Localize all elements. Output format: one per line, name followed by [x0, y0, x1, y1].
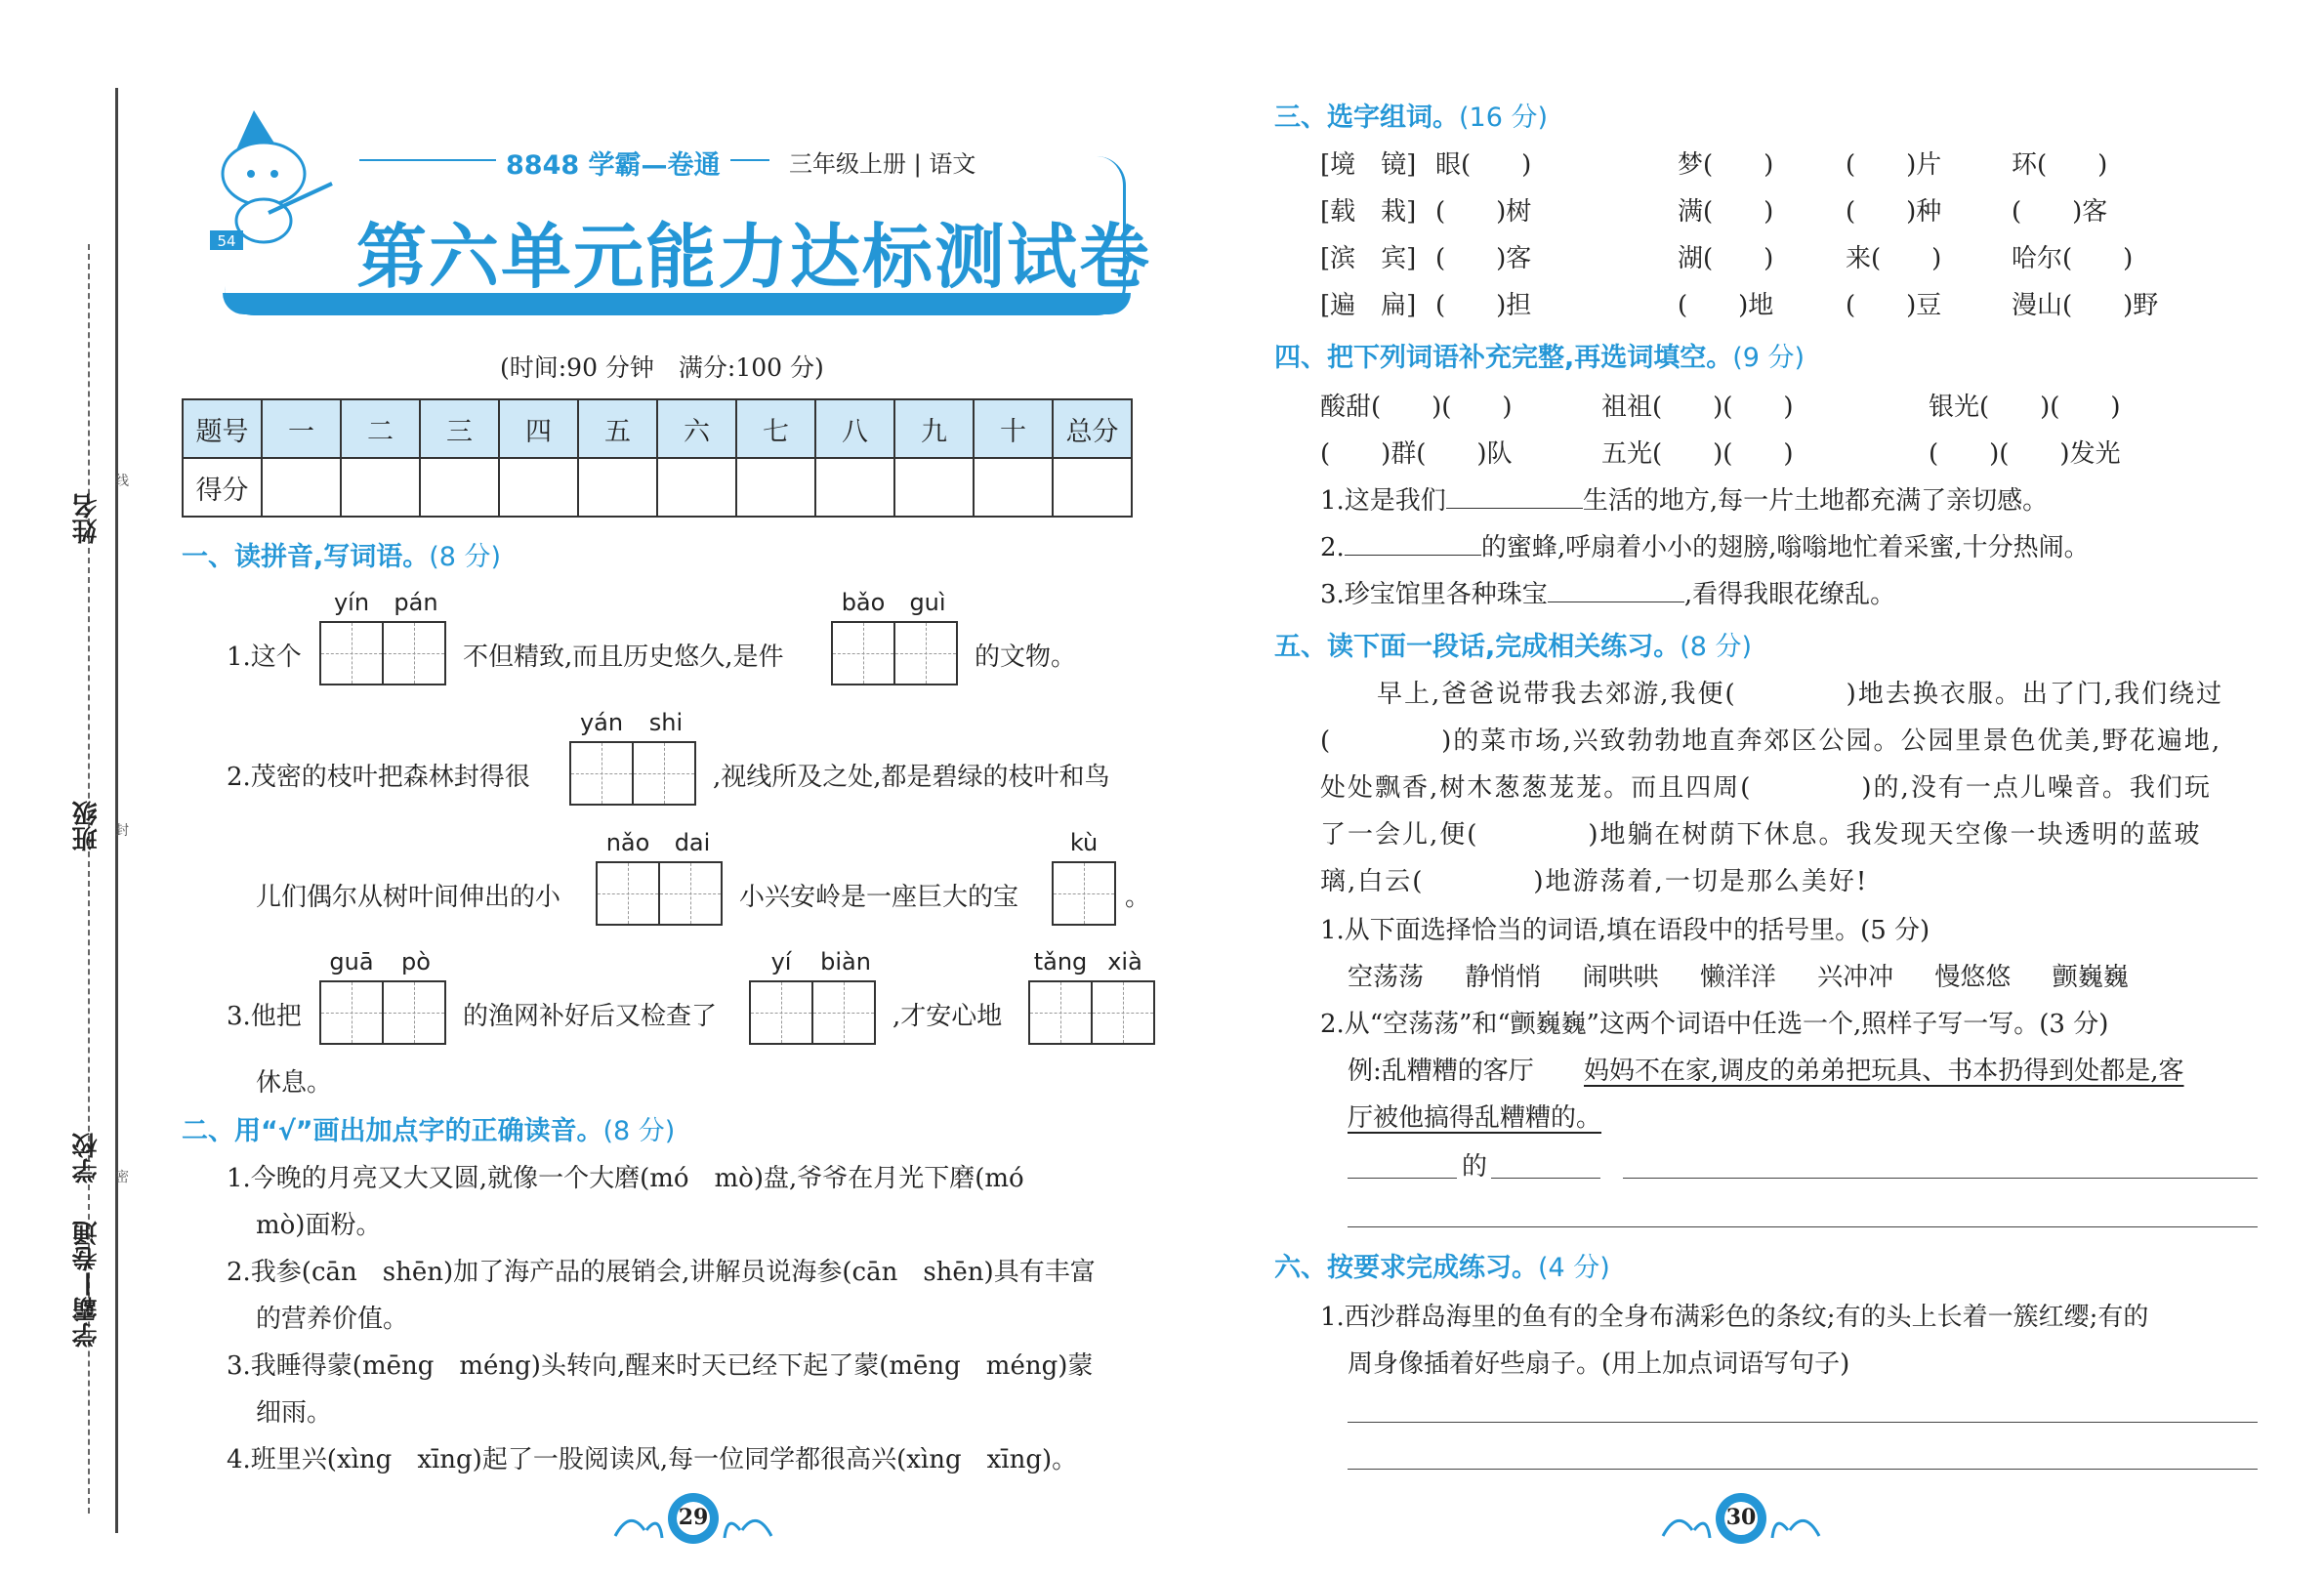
s3-word-blank[interactable]: 哈尔( ): [2012, 244, 2134, 273]
s4-word: ( )( )发光: [1929, 439, 2121, 469]
pinyin: yín: [333, 589, 370, 616]
seal-feng: 封: [115, 823, 129, 839]
s1-q3b: 休息。: [256, 1068, 333, 1098]
s5-example-text1: 妈妈不在家,调皮的弟弟把玩具、书本扔得到处都是,客: [1584, 1057, 2184, 1086]
score-header-cell: 九: [894, 399, 974, 458]
s5-option: 懒洋洋: [1699, 963, 1776, 992]
svg-text:54: 54: [217, 232, 236, 250]
s1-q2b-box2[interactable]: [1052, 861, 1114, 926]
score-cell[interactable]: [974, 458, 1053, 517]
pinyin: dai: [674, 829, 711, 856]
score-cell[interactable]: [341, 458, 420, 517]
pinyin: yí: [770, 948, 792, 975]
s2-line: 2.我参(cān shēn)加了海产品的展销会,讲解员说海参(cān shēn)具有丰富: [227, 1258, 1096, 1287]
pinyin: guā: [329, 948, 374, 975]
s1-q2b-mid: 小兴安岭是一座巨大的宝: [739, 883, 1019, 912]
s1-q2b-suffix: 。: [1125, 883, 1151, 912]
s4-sentence2: [1320, 527, 2090, 563]
binding-line-outer: [115, 88, 118, 1533]
s3-word-blank[interactable]: 满( ): [1678, 197, 1774, 227]
s3-char-pair: [滨 宾]: [1320, 244, 1417, 273]
score-table-score-row: [183, 458, 1132, 517]
s5-answer-line[interactable]: [1348, 1226, 2258, 1227]
s2-line: 细雨。: [256, 1398, 333, 1428]
pinyin: biàn: [820, 948, 871, 975]
s5-para-line: 了一会儿,便( )地躺在树荫下休息。我发现天空像一块透明的蓝玻: [1320, 820, 2202, 850]
score-header-cell: 五: [578, 399, 657, 458]
section5-title-text: 五、读下面一段话,完成相关练习。: [1274, 632, 1681, 662]
s3-word-blank[interactable]: ( )担: [1435, 291, 1532, 320]
section1-points: (8 分): [429, 542, 502, 572]
s5-para-line: 处处飘香,树木葱葱茏茏。而且四周( )的,没有一点儿噪音。我们玩: [1320, 773, 2212, 803]
pinyin: bǎo: [841, 589, 886, 616]
s2-line: mò)面粉。: [256, 1211, 382, 1240]
score-cell[interactable]: [262, 458, 341, 517]
s5-para-line: 早上,爸爸说带我去郊游,我便( )地去换衣服。出了门,我们绕过: [1377, 680, 2224, 709]
pinyin: pò: [401, 948, 431, 975]
s5-para-line: ( )的菜市场,兴致勃勃地直奔郊区公园。公园里景色优美,野花遍地,: [1320, 726, 2222, 756]
s5-options: [1348, 957, 2129, 993]
s1-q2-suffix: ,视线所及之处,都是碧绿的枝叶和鸟: [713, 763, 1110, 792]
score-cell[interactable]: [815, 458, 894, 517]
s1-q1-prefix: 1.这个: [227, 643, 302, 672]
s1-q3-box2[interactable]: [749, 980, 874, 1045]
s5-answer-line[interactable]: [1623, 1178, 2258, 1179]
header-grade: 三年级上册 | 语文: [789, 150, 976, 178]
pinyin: kù: [1069, 829, 1099, 856]
score-header-cell: 六: [657, 399, 736, 458]
seal-xian: 线: [115, 474, 129, 489]
s5-example-label: 例:乱糟糟的客厅: [1348, 1057, 1534, 1086]
s4-s1b: 生活的地方,每一片土地都充满了亲切感。: [1582, 486, 2049, 516]
s5-option: 兴冲冲: [1817, 963, 1894, 992]
right-page-number: [1653, 1489, 1829, 1548]
score-header-cell: 七: [736, 399, 815, 458]
s5-option: 静悄悄: [1465, 963, 1542, 992]
s1-q2b-box1[interactable]: [596, 861, 721, 926]
s2-line: 3.我睡得蒙(mēng méng)头转向,醒来时天已经下起了蒙(mēng méng)蒙: [227, 1351, 1094, 1381]
section2-title-text: 二、用“√”画出加点字的正确读音。: [182, 1116, 603, 1146]
s1-q3-mid2: ,才安心地: [892, 1002, 1003, 1031]
s4-word: 酸甜( )( ): [1320, 393, 1513, 422]
s4-word: 五光( )( ): [1601, 439, 1794, 469]
page-title: 第六单元能力达标测试卷: [356, 216, 1152, 298]
s1-q1-pinyin2: [831, 589, 960, 616]
score-header-cell: 题号: [183, 399, 262, 458]
score-header-cell: 总分: [1053, 399, 1132, 458]
section6-points: (4 分): [1538, 1253, 1610, 1283]
s2-line: 4.班里兴(xìng xīng)起了一股阅读风,每一位同学都很高兴(xìng xīng)。: [227, 1445, 1078, 1474]
s5-para-line: 璃,白云( )地游荡着,一切是那么美好!: [1320, 867, 1869, 896]
s2-line: 1.今晚的月亮又大又圆,就像一个大磨(mó mò)盘,爷爷在月光下磨(mó: [227, 1164, 1024, 1193]
s3-word-blank[interactable]: 眼( ): [1435, 150, 1532, 180]
s3-char-pair: [遍 扁]: [1320, 291, 1417, 320]
s1-q1-suffix: 的文物。: [975, 643, 1077, 672]
kitty-mascot-icon: [210, 105, 337, 252]
s4-s3b: ,看得我眼花缭乱。: [1683, 580, 1896, 609]
s4-blank2[interactable]: [1345, 531, 1481, 556]
s6-answer-line[interactable]: [1348, 1422, 2258, 1423]
s5-option: 闹哄哄: [1582, 963, 1659, 992]
s4-s2b: 的蜜蜂,呼扇着小小的翅膀,嗡嗡地忙着采蜜,十分热闹。: [1480, 533, 2090, 562]
s1-q2b-pinyin1: [596, 829, 725, 856]
s3-word-blank[interactable]: ( )客: [1435, 244, 1532, 273]
exam-info: (时间:90 分钟 满分:100 分): [500, 353, 824, 382]
s6-q1b: 周身像插着好些扇子。(用上加点词语写句子): [1348, 1349, 1850, 1379]
s3-word-blank[interactable]: ( )种: [1846, 197, 1942, 227]
s1-q1-box2[interactable]: [831, 621, 956, 685]
s1-q3-box1[interactable]: [319, 980, 444, 1045]
binding-brand: 学霸—卷通: [72, 1221, 102, 1348]
section6-title: [1274, 1246, 1610, 1284]
s5-answer-blank-a[interactable]: [1348, 1178, 1457, 1179]
pinyin: yán: [579, 709, 624, 736]
s4-s1a: 1.这是我们: [1320, 486, 1446, 516]
score-table-header-row: [183, 399, 1132, 458]
s4-word: 银光( )( ): [1929, 393, 2121, 422]
s3-word-blank[interactable]: 梦( ): [1678, 150, 1774, 180]
pinyin: xià: [1107, 948, 1142, 975]
right-page-number-text: 30: [1725, 1505, 1757, 1530]
left-page-number: [605, 1489, 781, 1548]
pinyin: shi: [648, 709, 684, 736]
section2-title: [182, 1109, 675, 1147]
score-cell[interactable]: [578, 458, 657, 517]
section3-title-text: 三、选字组词。: [1274, 103, 1459, 133]
s5-answer-de: 的: [1462, 1152, 1488, 1182]
section4-points: (9 分): [1732, 343, 1805, 373]
s4-s2a: 2.: [1320, 533, 1345, 562]
score-header-cell: 二: [341, 399, 420, 458]
header-series: 8848 学霸—卷通: [506, 150, 721, 181]
s4-sentence3: [1320, 574, 1895, 610]
score-cell[interactable]: [420, 458, 499, 517]
score-header-cell: 八: [815, 399, 894, 458]
score-row-label: 得分: [183, 458, 262, 517]
left-page-number-text: 29: [678, 1505, 709, 1530]
s1-q3-pinyin1: [319, 948, 448, 975]
s1-q3-pinyin3: [1028, 948, 1157, 975]
seal-mi: 密: [115, 1170, 129, 1185]
s3-word-blank[interactable]: ( )客: [2012, 197, 2108, 227]
s1-q1-box1[interactable]: [319, 621, 444, 685]
section5-title: [1274, 625, 1752, 663]
s1-q3-prefix: 3.他把: [227, 1002, 302, 1031]
s1-q2b-prefix: 儿们偶尔从树叶间伸出的小: [256, 883, 561, 912]
s3-word-blank[interactable]: ( )豆: [1846, 291, 1942, 320]
section4-title: [1274, 336, 1805, 374]
s3-word-blank[interactable]: 环( ): [2012, 150, 2108, 180]
s3-word-blank[interactable]: 来( ): [1846, 244, 1942, 273]
s5-option: 颤巍巍: [2052, 963, 2129, 992]
score-header-cell: 四: [499, 399, 578, 458]
s3-word-blank[interactable]: 漫山( )野: [2012, 291, 2159, 320]
section1-title-text: 一、读拼音,写词语。: [182, 542, 430, 572]
pinyin: nǎo: [605, 829, 650, 856]
pinyin: pán: [394, 589, 438, 616]
s1-q3-box3[interactable]: [1028, 980, 1153, 1045]
s3-word-blank[interactable]: ( )地: [1678, 291, 1774, 320]
s1-q2-prefix: 2.茂密的枝叶把森林封得很: [227, 763, 530, 792]
section3-points: (16 分): [1459, 103, 1549, 133]
s4-blank3[interactable]: [1548, 578, 1684, 602]
score-header-cell: 一: [262, 399, 341, 458]
s1-q2b-pinyin2: [1052, 829, 1116, 856]
s5-q2: 2.从“空荡荡”和“颤巍巍”这两个词语中任选一个,照样子写一写。(3 分): [1320, 1010, 2109, 1039]
binding-margin: [0, 0, 137, 1577]
s4-word: 祖祖( )( ): [1601, 393, 1794, 422]
s4-word: ( )群( )队: [1320, 439, 1513, 469]
s5-example-text2: 厅被他搞得乱糟糟的。: [1348, 1103, 1602, 1133]
section3-title: [1274, 96, 1548, 134]
score-cell[interactable]: [736, 458, 815, 517]
section6-title-text: 六、按要求完成练习。: [1274, 1253, 1538, 1283]
header-series-line: [359, 159, 496, 161]
section5-points: (8 分): [1680, 632, 1753, 662]
s1-q2-pinyin1: [569, 709, 698, 736]
s4-blank1[interactable]: [1446, 484, 1583, 509]
header-series-line-2: [730, 159, 769, 161]
s4-s3a: 3.珍宝馆里各种珠宝: [1320, 580, 1548, 609]
pinyin: tǎng: [1033, 948, 1088, 975]
s6-q1a: 1.西沙群岛海里的鱼有的全身布满彩色的条纹;有的头上长着一簇红缨;有的: [1320, 1303, 2149, 1332]
s3-word-blank[interactable]: ( )树: [1435, 197, 1532, 227]
s5-option: 空荡荡: [1348, 963, 1425, 992]
s6-answer-line[interactable]: [1348, 1469, 2258, 1470]
subject-label: 语文: [929, 150, 976, 178]
score-cell[interactable]: [657, 458, 736, 517]
s5-option: 慢悠悠: [1934, 963, 2012, 992]
s1-q2-box1[interactable]: [569, 741, 694, 806]
s3-char-pair: [境 镜]: [1320, 150, 1417, 180]
pinyin: guì: [909, 589, 946, 616]
score-header-cell: 十: [974, 399, 1053, 458]
section2-points: (8 分): [602, 1116, 676, 1146]
score-cell[interactable]: [499, 458, 578, 517]
s1-q3-mid: 的渔网补好后又检查了: [463, 1002, 718, 1031]
s2-line: 的营养价值。: [256, 1305, 409, 1334]
score-cell[interactable]: [1053, 458, 1132, 517]
name-label: 姓名: [72, 493, 102, 544]
section1-title: [182, 535, 501, 573]
section4-title-text: 四、把下列词语补充完整,再选词填空。: [1274, 343, 1733, 373]
school-label: 学校: [72, 1133, 102, 1183]
s3-char-pair: [载 栽]: [1320, 197, 1417, 227]
s5-answer-blank-b[interactable]: [1491, 1178, 1600, 1179]
s1-q3-pinyin2: [749, 948, 878, 975]
score-cell[interactable]: [894, 458, 974, 517]
score-table: [182, 398, 1133, 518]
class-label: 班级: [72, 801, 102, 851]
grade-label: 三年级上册: [789, 150, 906, 178]
s1-q1-pinyin1: [319, 589, 448, 616]
s1-q1-mid: 不但精致,而且历史悠久,是件: [463, 643, 784, 672]
score-header-cell: 三: [420, 399, 499, 458]
s3-word-blank[interactable]: ( )片: [1846, 150, 1942, 180]
s4-sentence1: [1320, 480, 2048, 517]
s3-word-blank[interactable]: 湖( ): [1678, 244, 1774, 273]
s5-q1: 1.从下面选择恰当的词语,填在语段中的括号里。(5 分): [1320, 916, 1930, 945]
